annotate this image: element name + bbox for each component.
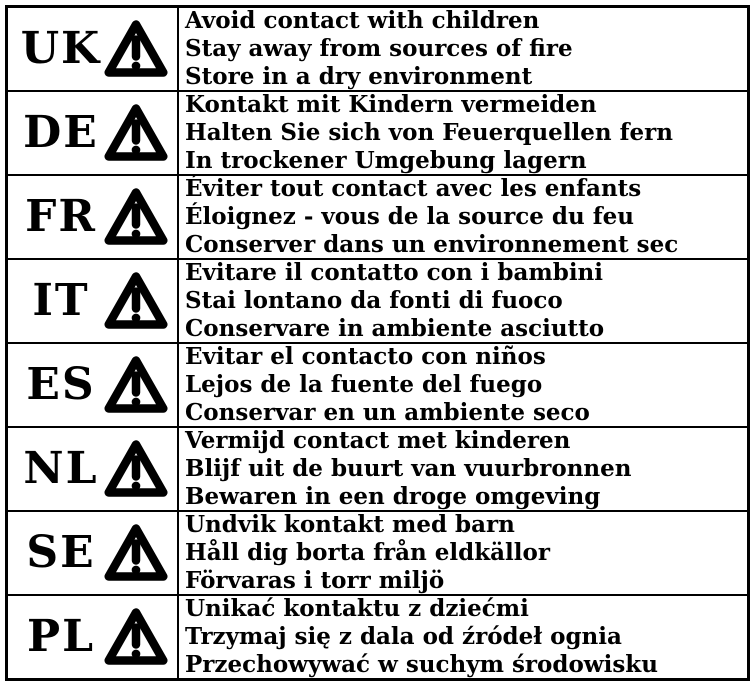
warning-line: Store in a dry environment xyxy=(185,63,533,90)
warning-line: Håll dig borta från eldkällor xyxy=(185,539,550,566)
table-row-es xyxy=(8,342,747,426)
warnings-cell xyxy=(179,512,747,594)
warnings-cell xyxy=(179,92,747,174)
warnings-cell xyxy=(179,8,747,90)
language-code: DE xyxy=(23,107,99,158)
language-code: UK xyxy=(20,23,102,74)
table-row-nl xyxy=(8,426,747,510)
warning-triangle-icon xyxy=(104,187,168,247)
warning-triangle-icon xyxy=(104,271,168,331)
warning-line: Éviter tout contact avec les enfants xyxy=(185,176,642,202)
language-cell xyxy=(8,344,179,426)
warning-line: Blijf uit de buurt van vuurbronnen xyxy=(185,455,632,482)
warnings-cell xyxy=(179,260,747,342)
warning-line: Evitar el contacto con niños xyxy=(185,344,546,370)
language-warning-table xyxy=(5,5,750,681)
language-cell xyxy=(8,260,179,342)
warning-line: Avoid contact with children xyxy=(185,8,540,34)
warning-line: Lejos de la fuente del fuego xyxy=(185,371,543,398)
warning-triangle-icon xyxy=(104,607,168,667)
warnings-cell xyxy=(179,176,747,258)
warning-line: Przechowywać w suchym środowisku xyxy=(185,651,658,678)
warning-line: Halten Sie sich von Feuerquellen fern xyxy=(185,119,674,146)
warning-line: Éloignez - vous de la source du feu xyxy=(185,203,634,230)
language-cell xyxy=(8,8,179,90)
warning-line: Undvik kontakt med barn xyxy=(185,512,515,538)
warning-line: Kontakt mit Kindern vermeiden xyxy=(185,92,597,118)
language-code: IT xyxy=(32,275,90,326)
warning-line: Vermijd contact met kinderen xyxy=(185,428,571,454)
language-cell xyxy=(8,512,179,594)
warning-line: Stay away from sources of fire xyxy=(185,35,573,62)
warning-line: Förvaras i torr miljö xyxy=(185,567,445,594)
warning-triangle-icon xyxy=(104,103,168,163)
warnings-cell xyxy=(179,428,747,510)
language-code: NL xyxy=(23,443,99,494)
language-cell xyxy=(8,92,179,174)
language-cell xyxy=(8,176,179,258)
table-row-de xyxy=(8,90,747,174)
warning-line: In trockener Umgebung lagern xyxy=(185,147,587,174)
warning-line: Trzymaj się z dala od źródeł ognia xyxy=(185,623,622,650)
language-code: SE xyxy=(26,527,96,578)
warning-line: Conserver dans un environnement sec xyxy=(185,231,679,258)
table-row-se xyxy=(8,510,747,594)
table-row-pl xyxy=(8,594,747,678)
warnings-cell xyxy=(179,344,747,426)
warning-line: Bewaren in een droge omgeving xyxy=(185,483,601,510)
warning-line: Conservare in ambiente asciutto xyxy=(185,315,605,342)
warning-line: Unikać kontaktu z dziećmi xyxy=(185,596,529,622)
warning-line: Evitare il contatto con i bambini xyxy=(185,260,604,286)
table-row-fr xyxy=(8,174,747,258)
language-cell xyxy=(8,596,179,678)
language-code: PL xyxy=(26,611,96,662)
warnings-cell xyxy=(179,596,747,678)
warning-triangle-icon xyxy=(104,19,168,79)
language-cell xyxy=(8,428,179,510)
table-row-uk xyxy=(8,8,747,90)
table-row-it xyxy=(8,258,747,342)
language-code: ES xyxy=(26,359,96,410)
warning-line: Stai lontano da fonti di fuoco xyxy=(185,287,563,314)
warning-line: Conservar en un ambiente seco xyxy=(185,399,590,426)
warning-triangle-icon xyxy=(104,523,168,583)
warning-triangle-icon xyxy=(104,355,168,415)
warning-triangle-icon xyxy=(104,439,168,499)
language-code: FR xyxy=(25,191,97,242)
